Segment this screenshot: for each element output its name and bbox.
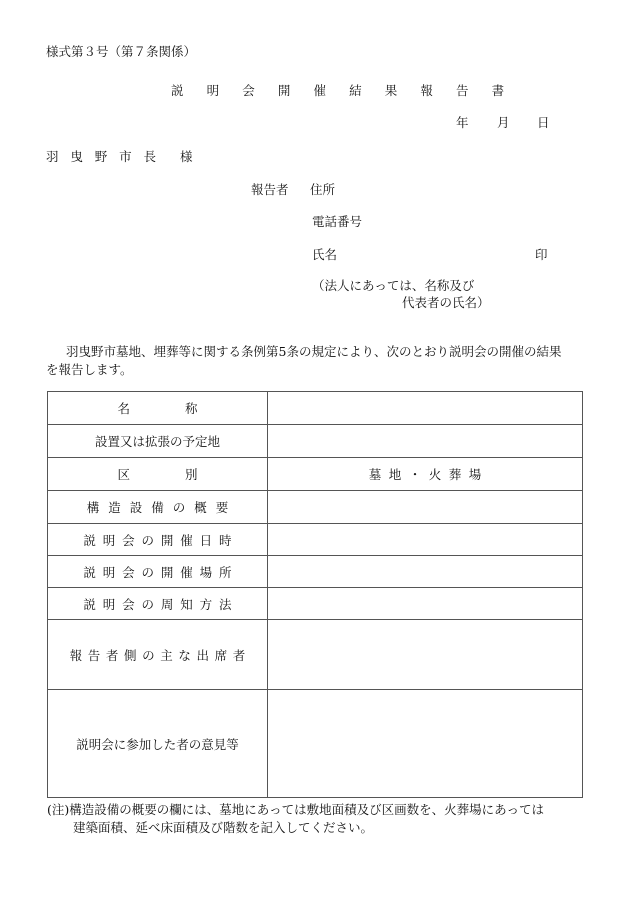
- row-label-structure: [48, 491, 268, 524]
- row-label-venue: [48, 556, 268, 588]
- label-text: 構造設備の概要: [86, 500, 238, 515]
- date-month: 月: [497, 115, 510, 130]
- address-label: 住所: [310, 182, 336, 197]
- label-text: 説明会に参加した者の意見等: [76, 736, 239, 752]
- seal-mark: 印: [535, 247, 548, 262]
- table-row: [48, 392, 583, 425]
- table-row: [48, 690, 583, 798]
- value-cell-planned-site[interactable]: [268, 425, 583, 458]
- table-row: [48, 491, 583, 524]
- date-day: 日: [537, 115, 550, 130]
- label-text: 説明会の開催場所: [83, 564, 239, 580]
- name-label: 氏名: [312, 247, 338, 262]
- table-row: [48, 458, 583, 491]
- body-text-line1: 羽曳野市墓地、埋葬等に関する条例第5条の規定により、次のとおり説明会の開催の結果: [66, 344, 562, 359]
- value-cell-datetime[interactable]: [268, 524, 583, 556]
- label-text: 報告者側の主な出席者: [69, 647, 251, 663]
- category-options: 墓地・火葬場: [368, 467, 489, 482]
- corporate-note-line1: （法人にあっては、名称及び: [312, 278, 475, 293]
- value-cell-notice-method[interactable]: [268, 588, 583, 620]
- table-row: [48, 588, 583, 620]
- row-label-planned-site: [48, 425, 268, 458]
- value-cell-category[interactable]: [268, 458, 583, 491]
- label-text: 説明会の周知方法: [83, 596, 239, 612]
- label-text: 名称: [117, 401, 253, 416]
- value-cell-structure[interactable]: [268, 491, 583, 524]
- table-row: [48, 556, 583, 588]
- row-label-attendees: [48, 620, 268, 690]
- value-cell-name[interactable]: [268, 392, 583, 425]
- label-text: 説明会の開催日時: [83, 532, 239, 548]
- row-label-category: [48, 458, 268, 491]
- form-number: 様式第３号（第７条関係）: [46, 44, 197, 59]
- addressee: 羽曳野市長: [46, 149, 168, 164]
- phone-label: 電話番号: [312, 214, 363, 229]
- table-row: [48, 620, 583, 690]
- row-label-opinions: [48, 690, 268, 798]
- corporate-note-line2: 代表者の氏名）: [402, 295, 490, 310]
- value-cell-attendees[interactable]: [268, 620, 583, 690]
- footnote-line2: 建築面積、延べ床面積及び階数を記入してください。: [73, 820, 374, 835]
- row-label-datetime: [48, 524, 268, 556]
- footnote-line1: (注)構造設備の概要の欄には、墓地にあっては敷地面積及び区画数を、火葬場にあっては: [47, 802, 545, 817]
- body-text-line2: を報告します。: [46, 362, 133, 377]
- addressee-honorific: 様: [180, 149, 193, 164]
- report-table: [47, 391, 583, 798]
- table-row: [48, 425, 583, 458]
- document-title: 説明会開催結果報告書: [171, 83, 528, 98]
- date-year: 年: [456, 115, 469, 130]
- row-label-notice-method: [48, 588, 268, 620]
- table-row: [48, 524, 583, 556]
- label-text: 設置又は拡張の予定地: [94, 434, 220, 449]
- value-cell-opinions[interactable]: [268, 690, 583, 798]
- row-label-name: [48, 392, 268, 425]
- value-cell-venue[interactable]: [268, 556, 583, 588]
- reporter-label: 報告者: [251, 182, 289, 197]
- label-text: 区別: [117, 467, 253, 482]
